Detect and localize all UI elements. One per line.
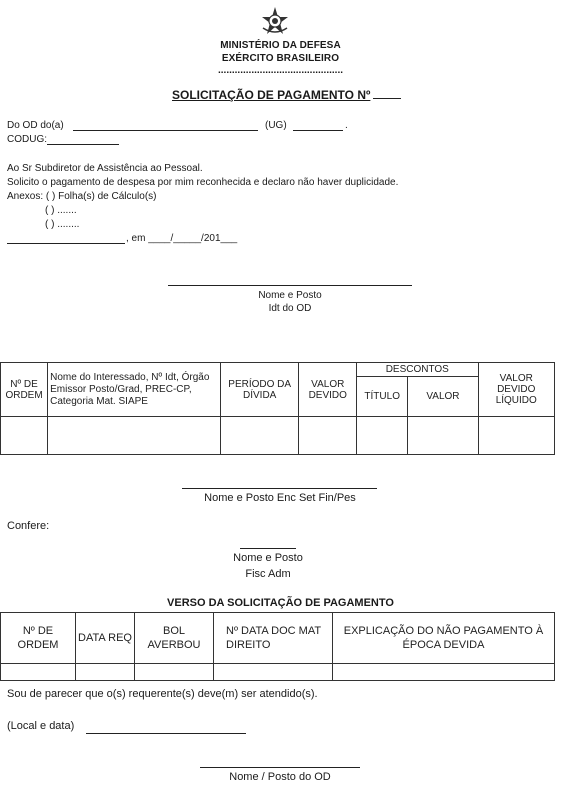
verso-col-explain: EXPLICAÇÃO DO NÃO PAGAMENTO À ÉPOCA DEVIDA <box>333 613 555 664</box>
sign3-name: Nome e Posto <box>233 552 303 564</box>
col-title: TÍTULO <box>357 377 408 417</box>
verso-title: VERSO DA SOLICITAÇÃO DE PAGAMENTO <box>167 597 394 609</box>
od-period: . <box>345 120 348 131</box>
codug-field[interactable] <box>47 144 119 145</box>
local-field[interactable] <box>86 733 246 734</box>
sign2-label: Nome e Posto Enc Set Fin/Pes <box>204 492 356 504</box>
table-row <box>1 417 555 455</box>
cell-order[interactable] <box>1 417 48 455</box>
signature-line-od[interactable] <box>168 285 412 286</box>
addressee-text: Ao Sr Subdiretor de Assistência ao Pessoal. <box>7 163 203 174</box>
annex-text: Anexos: ( ) Folha(s) de Cálculo(s) <box>7 191 157 202</box>
sign1-name: Nome e Posto <box>258 290 322 301</box>
col-interested: Nome do Interessado, Nº Idt, Órgão Emissor Posto/Grad, PREC-CP, Categoria Mat. SIAPE <box>48 363 221 417</box>
codug-label: CODUG: <box>7 134 47 145</box>
verso-cell-bol[interactable] <box>135 664 214 681</box>
payment-table <box>0 362 555 455</box>
table-row <box>1 664 555 681</box>
header-dots: ............................................. <box>217 65 344 76</box>
verso-col-doc: Nº DATA DOC MAT DIREITO <box>214 613 333 664</box>
cell-net[interactable] <box>478 417 554 455</box>
verso-cell-order[interactable] <box>1 664 76 681</box>
signature-line-enc[interactable] <box>182 488 377 489</box>
col-value: VALOR <box>408 377 478 417</box>
col-due: VALOR DEVIDO <box>299 363 357 417</box>
place-field[interactable] <box>7 243 125 244</box>
cell-due[interactable] <box>299 417 357 455</box>
ug-label: (UG) <box>265 120 287 131</box>
signature-line-final[interactable] <box>200 767 360 768</box>
verso-cell-date[interactable] <box>76 664 135 681</box>
od-label: Do OD do(a) <box>7 120 64 131</box>
col-discounts: DESCONTOS <box>357 363 478 377</box>
annex-option-1[interactable]: ( ) ....... <box>45 205 77 216</box>
signature-line-fisc[interactable] <box>240 548 296 549</box>
col-net: VALOR DEVIDO LÍQUIDO <box>478 363 554 417</box>
cell-interested[interactable] <box>48 417 221 455</box>
verso-col-date: DATA REQ <box>76 613 135 664</box>
col-period: PERÍODO DA DÍVIDA <box>220 363 299 417</box>
verso-cell-explain[interactable] <box>333 664 555 681</box>
request-text: Solicito o pagamento de despesa por mim reconhecida e declaro não haver duplicidade. <box>7 177 399 188</box>
footer-sign: Nome / Posto do OD <box>229 771 331 783</box>
od-field[interactable] <box>73 130 258 131</box>
sign1-idt: Idt do OD <box>268 303 312 314</box>
annex-option-2[interactable]: ( ) ........ <box>45 219 80 230</box>
opinion-text: Sou de parecer que o(s) requerente(s) deve(m) ser atendido(s). <box>7 688 318 700</box>
army-heading: EXÉRCITO BRASILEIRO <box>221 53 340 64</box>
sign3-role: Fisc Adm <box>245 568 291 580</box>
confere-label: Confere: <box>7 520 50 532</box>
local-label: (Local e data) <box>7 720 75 732</box>
verso-col-bol: BOL AVERBOU <box>135 613 214 664</box>
col-order: Nº DE ORDEM <box>1 363 48 417</box>
cell-period[interactable] <box>220 417 299 455</box>
cell-title[interactable] <box>357 417 408 455</box>
verso-col-order: Nº DE ORDEM <box>1 613 76 664</box>
ministry-heading: MINISTÉRIO DA DEFESA <box>220 40 341 51</box>
document-title: SOLICITAÇÃO DE PAGAMENTO Nº <box>172 88 401 102</box>
cell-value[interactable] <box>408 417 478 455</box>
coat-of-arms-icon <box>260 6 290 36</box>
ug-field[interactable] <box>293 130 343 131</box>
verso-cell-doc[interactable] <box>214 664 333 681</box>
date-line: , em ____/_____/201___ <box>126 233 238 244</box>
verso-table <box>0 612 555 681</box>
